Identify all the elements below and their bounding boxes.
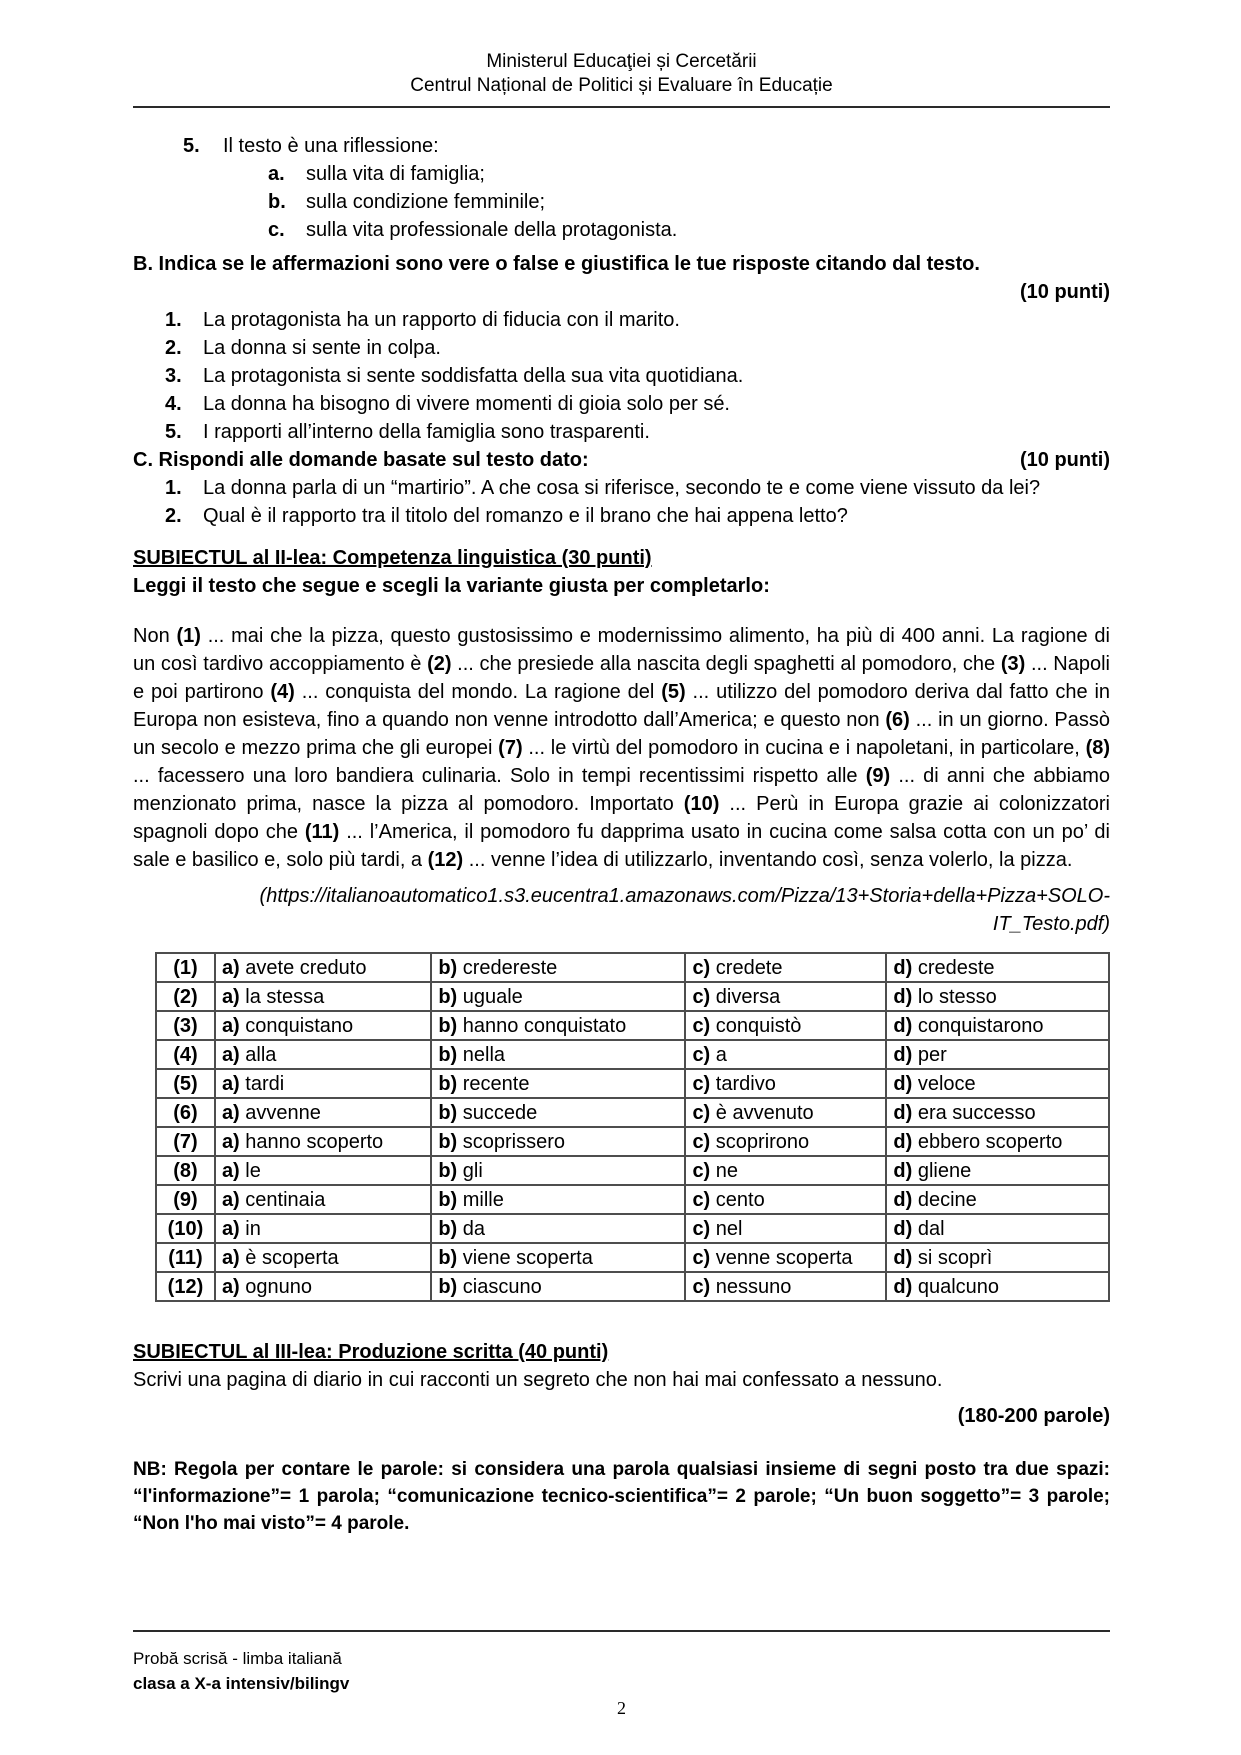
answer-row xyxy=(156,1243,1109,1272)
answer-row xyxy=(156,1214,1109,1243)
document-footer xyxy=(133,1630,1110,1696)
ministry-title: Ministerul Educaţiei și Cercetării xyxy=(486,51,757,72)
statement-text: I rapporti all’interno della famiglia sono trasparenti. xyxy=(203,421,650,443)
answer-option-b: b) uguale xyxy=(431,982,685,1011)
subject-2-heading-text: SUBIECTUL al II-lea: Competenza linguistica (30 punti) xyxy=(133,547,652,569)
statement-text: La protagonista si sente soddisfatta della sua vita quotidiana. xyxy=(203,365,744,387)
answer-option-b: b) da xyxy=(431,1214,685,1243)
center-title: Centrul Național de Politici și Evaluare în Educație xyxy=(410,75,833,96)
answer-option-c: c) è avvenuto xyxy=(685,1098,886,1127)
answer-option-a: a) le xyxy=(215,1156,431,1185)
answer-row xyxy=(156,1040,1109,1069)
document-header xyxy=(133,50,1110,108)
answer-option-b: b) recente xyxy=(431,1069,685,1098)
answer-option-c: c) nessuno xyxy=(685,1272,886,1301)
subject-2-heading xyxy=(133,544,1110,572)
answer-option-c: c) ne xyxy=(685,1156,886,1185)
question-5-option-b xyxy=(133,188,1110,216)
question-5 xyxy=(133,132,1110,160)
footer-exam-type: Probă scrisă - limba italiană xyxy=(133,1649,342,1668)
question-5-option-c xyxy=(133,216,1110,244)
answer-row xyxy=(156,1156,1109,1185)
answer-option-d: d) veloce xyxy=(886,1069,1109,1098)
section-b-points: (10 punti) xyxy=(1020,281,1110,303)
answer-option-a: a) è scoperta xyxy=(215,1243,431,1272)
answer-option-a: a) ognuno xyxy=(215,1272,431,1301)
question-5-option-a xyxy=(133,160,1110,188)
statement-number: 2. xyxy=(165,337,182,359)
answer-option-d: d) dal xyxy=(886,1214,1109,1243)
statement-text: La protagonista ha un rapporto di fiducia con il marito. xyxy=(203,309,680,331)
answer-option-b: b) gli xyxy=(431,1156,685,1185)
answer-option-c: c) a xyxy=(685,1040,886,1069)
answer-option-d: d) qualcuno xyxy=(886,1272,1109,1301)
answer-option-d: d) era successo xyxy=(886,1098,1109,1127)
answer-option-d: d) decine xyxy=(886,1185,1109,1214)
item-number: (7) xyxy=(156,1127,215,1156)
answer-option-a: a) alla xyxy=(215,1040,431,1069)
source-citation xyxy=(133,882,1110,938)
answer-option-b: b) scoprissero xyxy=(431,1127,685,1156)
answer-option-d: d) lo stesso xyxy=(886,982,1109,1011)
question-number: 1. xyxy=(165,477,182,499)
item-number: (11) xyxy=(156,1243,215,1272)
answer-row xyxy=(156,1127,1109,1156)
question-number: 5. xyxy=(183,135,200,157)
open-question-1 xyxy=(133,474,1110,502)
section-c-points: (10 punti) xyxy=(1020,449,1110,471)
source-line-2: IT_Testo.pdf) xyxy=(992,913,1110,935)
statement-number: 1. xyxy=(165,309,182,331)
item-number: (1) xyxy=(156,953,215,982)
answer-option-b: b) credereste xyxy=(431,953,685,982)
statement-number: 3. xyxy=(165,365,182,387)
answer-row xyxy=(156,953,1109,982)
answer-row xyxy=(156,1011,1109,1040)
answer-option-b: b) ciascuno xyxy=(431,1272,685,1301)
section-c-heading: C. Rispondi alle domande basate sul testo dato: xyxy=(133,449,589,471)
answer-option-c: c) credete xyxy=(685,953,886,982)
answer-option-c: c) tardivo xyxy=(685,1069,886,1098)
statement-number: 5. xyxy=(165,421,182,443)
item-number: (9) xyxy=(156,1185,215,1214)
page-content xyxy=(133,0,1110,1537)
item-number: (4) xyxy=(156,1040,215,1069)
answer-option-c: c) venne scoperta xyxy=(685,1243,886,1272)
answer-options-table xyxy=(155,952,1110,1302)
option-letter: b. xyxy=(268,191,286,213)
answer-option-d: d) si scoprì xyxy=(886,1243,1109,1272)
answer-option-d: d) ebbero scoperto xyxy=(886,1127,1109,1156)
option-text: sulla vita di famiglia; xyxy=(306,163,485,185)
answer-option-b: b) nella xyxy=(431,1040,685,1069)
option-text: sulla vita professionale della protagonista. xyxy=(306,219,678,241)
statement-3 xyxy=(133,362,1110,390)
answer-option-d: d) gliene xyxy=(886,1156,1109,1185)
item-number: (3) xyxy=(156,1011,215,1040)
item-number: (12) xyxy=(156,1272,215,1301)
subject-3-heading xyxy=(133,1338,1110,1366)
section-b-heading: B. Indica se le affermazioni sono vere o false e giustifica le tue risposte citando dal testo. xyxy=(133,253,980,275)
item-number: (6) xyxy=(156,1098,215,1127)
answer-option-b: b) succede xyxy=(431,1098,685,1127)
item-number: (2) xyxy=(156,982,215,1011)
answer-option-c: c) nel xyxy=(685,1214,886,1243)
answer-option-a: a) centinaia xyxy=(215,1185,431,1214)
answer-row xyxy=(156,1272,1109,1301)
footer-class: clasa a X-a intensiv/bilingv xyxy=(133,1674,350,1693)
option-letter: c. xyxy=(268,219,285,241)
statement-4 xyxy=(133,390,1110,418)
answer-option-a: a) avete creduto xyxy=(215,953,431,982)
answer-option-c: c) conquistò xyxy=(685,1011,886,1040)
answer-option-d: d) credeste xyxy=(886,953,1109,982)
answer-option-b: b) hanno conquistato xyxy=(431,1011,685,1040)
statement-2 xyxy=(133,334,1110,362)
statement-5 xyxy=(133,418,1110,446)
question-text: Qual è il rapporto tra il titolo del romanzo e il brano che hai appena letto? xyxy=(203,505,848,527)
question-text: La donna parla di un “martirio”. A che cosa si riferisce, secondo te e come viene vissuto da lei? xyxy=(203,477,1041,499)
item-number: (8) xyxy=(156,1156,215,1185)
option-text: sulla condizione femminile; xyxy=(306,191,546,213)
answer-option-c: c) diversa xyxy=(685,982,886,1011)
section-c-heading-row xyxy=(133,446,1110,474)
nb-note: NB: Regola per contare le parole: si considera una parola qualsiasi insieme di segni posto tra due spazi: “l'informazione”= 1 parola; “comunicazione tecnico-scientifica”= 2 parole; “Un buon soggetto”= 3 parole; “Non l'ho mai visto”= 4 parole. xyxy=(133,1459,1110,1534)
answer-row xyxy=(156,1069,1109,1098)
option-letter: a. xyxy=(268,163,285,185)
answer-option-a: a) avvenne xyxy=(215,1098,431,1127)
answer-option-a: a) la stessa xyxy=(215,982,431,1011)
answer-option-c: c) cento xyxy=(685,1185,886,1214)
answer-option-a: a) tardi xyxy=(215,1069,431,1098)
source-line-1: (https://italianoautomatico1.s3.eucentra1.amazonaws.com/Pizza/13+Storia+della+Pizza+SOLO- xyxy=(259,885,1110,907)
word-count-requirement: (180-200 parole) xyxy=(957,1405,1110,1427)
answer-option-d: d) per xyxy=(886,1040,1109,1069)
statement-number: 4. xyxy=(165,393,182,415)
answer-option-c: c) scoprirono xyxy=(685,1127,886,1156)
question-number: 2. xyxy=(165,505,182,527)
subject-2-instruction: Leggi il testo che segue e scegli la variante giusta per completarlo: xyxy=(133,575,770,597)
item-number: (10) xyxy=(156,1214,215,1243)
answer-option-d: d) conquistarono xyxy=(886,1011,1109,1040)
cloze-paragraph: Non (1) ... mai che la pizza, questo gustosissimo e modernissimo alimento, ha più di 400 anni. La ragione di un così tardivo accoppiamento è (2) ... che presiede alla nascita degli spaghetti al pomodoro, che (3) ... Napoli e poi partirono (4) ... conquista del mondo. La ragione del (5) ... utilizzo del pomodoro deriva dal fatto che in Europa non esisteva, fino a quando non venne introdotto dall’America; e questo non (6) ... in un giorno. Passò un secolo e mezzo prima che gli europei (7) ... le virtù del pomodoro in cucina e i napoletani, in particolare, (8) ... facessero una loro bandiera culinaria. Solo in tempi recentissimi rispetto alle (9) ... di anni che abbiamo menzionato prima, nasce la pizza al pomodoro. Importato (10) ... Perù in Europa grazie ai colonizzatori spagnoli dopo che (11) ... l’America, il pomodoro fu dapprima usato in cucina come salsa cotta con un po’ di sale e basilico e, solo più tardi, a (12) ... venne l’idea di utilizzarlo, inventando così, senza volerlo, la pizza. xyxy=(133,625,1111,871)
open-question-2 xyxy=(133,502,1110,530)
answer-option-a: a) hanno scoperto xyxy=(215,1127,431,1156)
question-text: Il testo è una riflessione: xyxy=(223,135,439,157)
item-number: (5) xyxy=(156,1069,215,1098)
answer-row xyxy=(156,982,1109,1011)
answer-option-b: b) viene scoperta xyxy=(431,1243,685,1272)
answer-option-b: b) mille xyxy=(431,1185,685,1214)
answer-row xyxy=(156,1185,1109,1214)
subject-3-task: Scrivi una pagina di diario in cui racconti un segreto che non hai mai confessato a nessuno. xyxy=(133,1369,943,1391)
answer-option-a: a) conquistano xyxy=(215,1011,431,1040)
statement-text: La donna si sente in colpa. xyxy=(203,337,441,359)
statement-text: La donna ha bisogno di vivere momenti di gioia solo per sé. xyxy=(203,393,730,415)
answer-option-a: a) in xyxy=(215,1214,431,1243)
statement-1 xyxy=(133,306,1110,334)
page-number: 2 xyxy=(617,1698,626,1718)
answer-row xyxy=(156,1098,1109,1127)
subject-3-heading-text: SUBIECTUL al III-lea: Produzione scritta (40 punti) xyxy=(133,1341,609,1363)
